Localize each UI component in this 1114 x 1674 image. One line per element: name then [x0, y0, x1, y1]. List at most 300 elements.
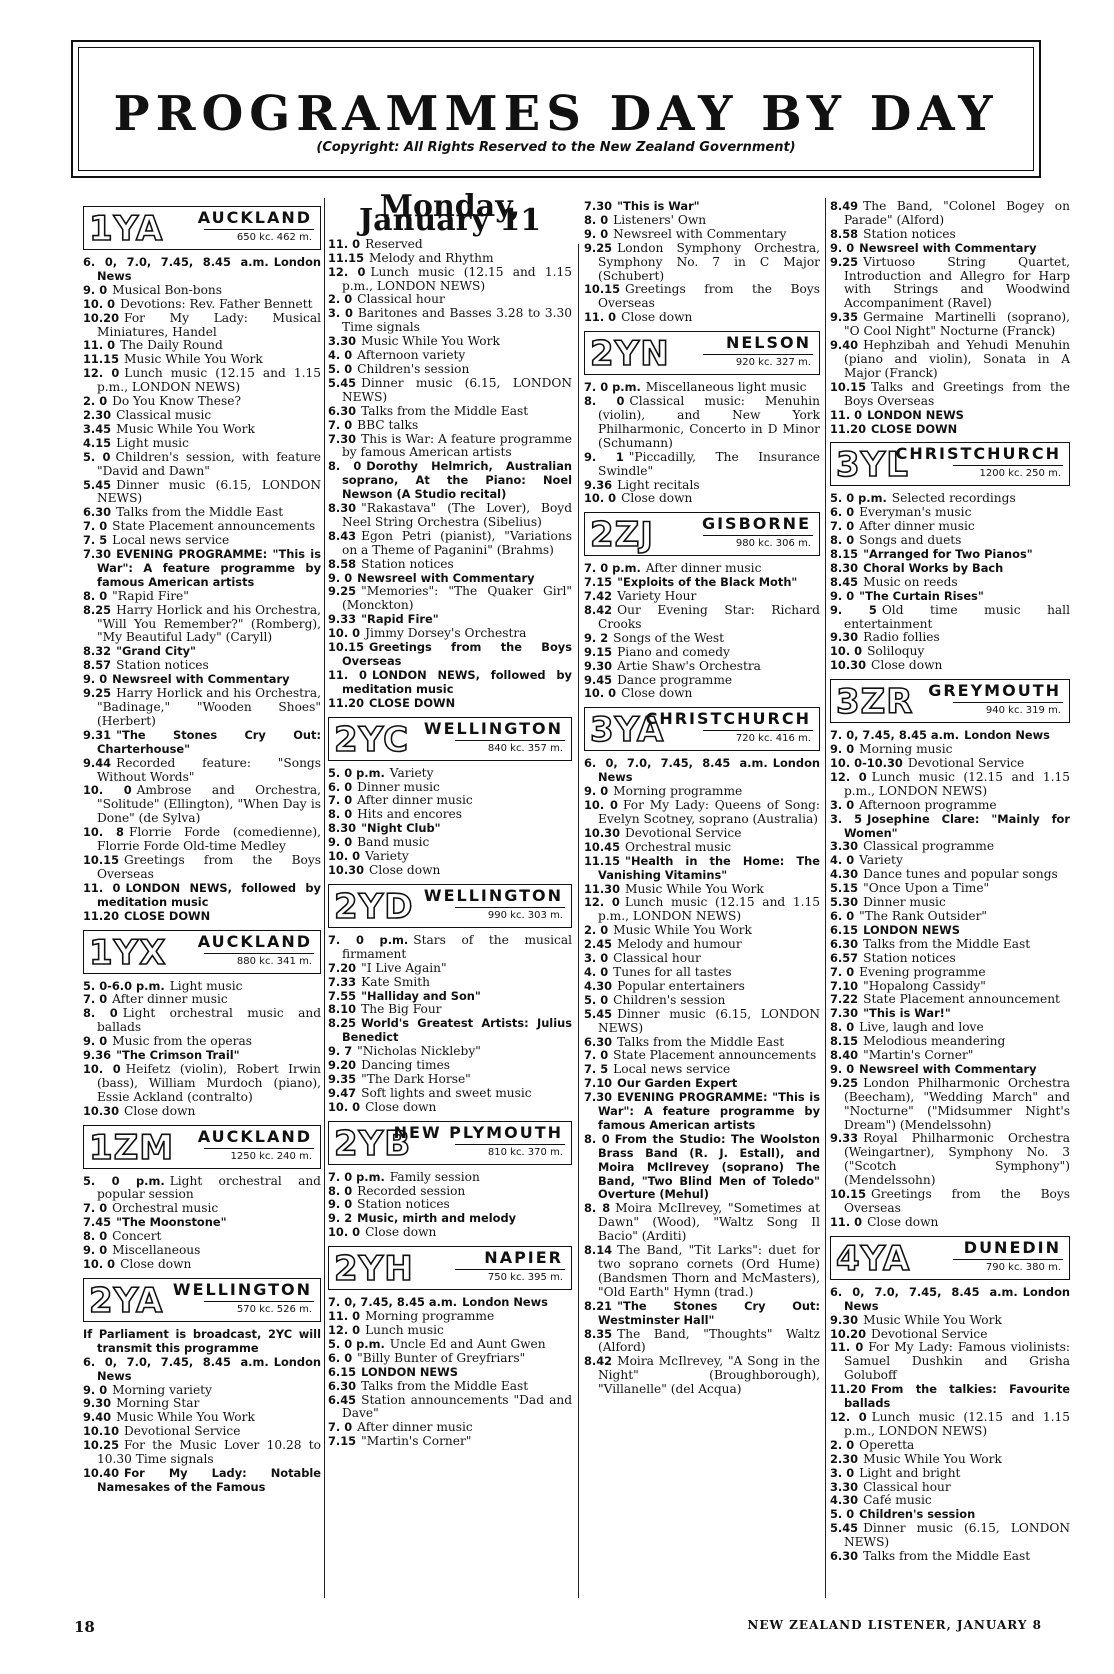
programme-entry: [584, 1077, 820, 1091]
programme-entry: [328, 1338, 572, 1352]
column-rule-2: [578, 244, 579, 1598]
station-block-header: [830, 442, 1070, 486]
programme-entry: [584, 1244, 820, 1300]
entry-time: 6. 0, 7.0, 7.45, 8.45 a.m.: [830, 1284, 1018, 1299]
programme-entry: [584, 576, 820, 590]
programme-entry: [830, 868, 1070, 882]
entry-time: 10. 0: [584, 491, 617, 506]
entry-time: 7. 0: [328, 793, 353, 808]
entry-time: 12. 0: [83, 366, 120, 381]
station-frequency: 720 kc. 416 m.: [735, 733, 811, 745]
programme-entry: [830, 381, 1070, 409]
programme-entry: [830, 604, 1070, 632]
programme-entry: [830, 576, 1070, 590]
entry-title: State Placement announcements: [112, 519, 316, 534]
entry-time: 7. 0: [83, 1201, 108, 1216]
entry-title: For My Lady: Queens of Song: Evelyn Scotney, soprano (Australia): [598, 798, 820, 826]
entry-title: The Band, "Tit Larks": duet for two soprano cornets (Ord Hume) (Bandsmen Thorn and McMasters), "Old Earth" Hymn (trad.): [598, 1243, 820, 1299]
entry-time: 9. 0: [83, 1382, 108, 1397]
entry-title: "The Stones Cry Out: Charterhouse": [97, 727, 321, 756]
entry-title: Old time music hall entertainment: [844, 602, 1070, 631]
entry-title: Newsreel with Commentary: [112, 672, 290, 687]
programme-entry: [584, 632, 820, 646]
entry-time: 11. 0: [830, 407, 863, 422]
entry-time: 10.40: [83, 1465, 120, 1480]
programme-column-4: [830, 200, 1070, 1564]
programme-entry: [83, 1244, 321, 1258]
programme-entry: [328, 558, 572, 572]
programme-entry: [328, 962, 572, 976]
station-call-sign: 3ZR: [836, 682, 914, 723]
entry-title: Heifetz (violin), Robert Irwin (bass), William Murdoch (piano), Essie Ackland (contralto): [97, 1061, 322, 1104]
programme-entry: [584, 938, 820, 952]
programme-entry: [830, 910, 1070, 924]
entry-time: 3. 0: [328, 306, 353, 321]
entry-time: 8. 0: [584, 212, 609, 227]
programme-entry: [830, 1508, 1070, 1522]
entry-title: Do You Know These?: [112, 394, 241, 409]
entry-time: 11. 0: [83, 880, 121, 895]
station-block-header: [328, 884, 572, 928]
entry-time: 11.30: [584, 881, 621, 896]
entry-title: Greetings from the Boys Overseas: [598, 282, 820, 311]
entry-time: 9.25: [584, 240, 613, 255]
station-city: CHRISTCHURCH: [645, 709, 811, 729]
entry-title: Kate Smith: [361, 974, 431, 989]
programme-entry: [328, 419, 572, 433]
entry-time: 8.25: [83, 602, 112, 617]
entry-title: Lunch music (12.15 and 1.15 p.m., LONDON NEWS): [97, 366, 321, 395]
entry-title: Station announcements "Dad and Dave": [342, 1392, 572, 1421]
entry-time: 10. 0: [584, 686, 617, 701]
station-city: AUCKLAND: [197, 208, 312, 227]
programme-entry: [83, 1328, 321, 1356]
programme-entry: [830, 729, 1070, 743]
programme-entry: [584, 924, 820, 938]
programme-entry: [83, 910, 321, 924]
entry-time: 9. 0: [830, 240, 855, 255]
station-city: CHRISTCHURCH: [895, 444, 1061, 464]
programme-entry: [328, 363, 572, 377]
programme-entry: [830, 506, 1070, 520]
entry-title: Baritones and Basses 3.28 to 3.30 Time signals: [342, 306, 572, 335]
entry-time: 11.20: [83, 908, 120, 923]
entry-time: 6. 0: [328, 779, 353, 794]
entry-title: The Daily Round: [120, 338, 223, 353]
entry-time: 11. 0: [830, 1214, 863, 1229]
station-call-sign: 1ZM: [89, 1127, 175, 1168]
entry-time: 7.42: [584, 589, 613, 604]
station-divider: [455, 740, 565, 741]
programme-entry: [584, 1202, 820, 1244]
programme-entry: [830, 1494, 1070, 1508]
entry-time: 7. 5: [584, 1062, 609, 1077]
programme-entry: [83, 784, 321, 826]
entry-title: Music on reeds: [863, 574, 958, 589]
entry-title: "Rakastava" (The Lover), Boyd Neel String Orchestra (Sibelius): [342, 501, 572, 529]
entry-time: 8.15: [830, 1034, 859, 1049]
entry-time: 8. 0: [328, 807, 353, 822]
entry-time: 5.45: [584, 1006, 613, 1021]
entry-time: 4. 0: [328, 348, 353, 363]
programme-entry: [328, 377, 572, 405]
entry-time: 11. 0: [584, 310, 617, 325]
entry-title: This is War: A feature programme by famous American artists: [342, 431, 572, 460]
entry-title: Dinner music (6.15, LONDON NEWS): [97, 477, 321, 506]
entry-time: 7. 0, 7.45, 8.45 a.m.: [830, 728, 960, 743]
entry-title: Classical music: [116, 407, 212, 422]
programme-entry: [328, 1352, 572, 1366]
entry-time: 11. 0: [328, 1309, 361, 1324]
station-call-sign: 3YL: [836, 445, 909, 486]
programme-entry: [328, 822, 572, 836]
programme-entry: [83, 590, 321, 604]
programme-entry: [328, 864, 572, 878]
programme-entry: [830, 311, 1070, 339]
programme-entry: [830, 1035, 1070, 1049]
entry-time: 11.15: [328, 250, 365, 265]
programme-entry: [328, 641, 572, 669]
entry-title: Live, laugh and love: [859, 1020, 984, 1035]
programme-entry: [584, 492, 820, 506]
entry-time: 4.30: [830, 867, 859, 882]
entry-title: Children's session, with feature "David and Dawn": [97, 449, 321, 478]
entry-time: 5. 0: [584, 992, 609, 1007]
entry-title: Classical programme: [863, 839, 995, 854]
programme-entry: [83, 284, 321, 298]
entry-time: 3.45: [83, 421, 112, 436]
entry-time: 7. 0 p.m.: [584, 561, 641, 576]
programme-entry: [584, 841, 820, 855]
entry-title: Morning programme: [613, 784, 743, 799]
programme-entry: [584, 1300, 820, 1328]
programme-entry: [83, 729, 321, 757]
station-divider: [953, 702, 1063, 703]
entry-time: 10. 0: [328, 849, 361, 864]
programme-entry: [83, 534, 321, 548]
station-call-sign: 2YH: [334, 1249, 414, 1290]
programme-column-2: [328, 189, 572, 1449]
station-frequency: 840 kc. 357 m.: [487, 742, 563, 754]
entry-title: "This is War!": [863, 1006, 951, 1021]
programme-entry: [830, 980, 1070, 994]
entry-title: Music, mirth and melody: [357, 1211, 517, 1226]
programme-entry: [83, 409, 321, 423]
programme-entry: [830, 952, 1070, 966]
entry-title: After dinner music: [357, 1420, 473, 1435]
station-divider: [703, 354, 813, 355]
entry-title: Devotional Service: [124, 1424, 241, 1439]
entry-time: 10.15: [83, 852, 120, 867]
programme-entry: [830, 423, 1070, 437]
entry-time: 8. 0: [328, 1183, 353, 1198]
entry-title: Devotional Service: [871, 1326, 988, 1341]
station-divider: [953, 465, 1063, 466]
station-frequency: 810 kc. 370 m.: [487, 1146, 563, 1158]
programme-entry: [830, 409, 1070, 423]
entry-time: 6.30: [830, 936, 859, 951]
page-title: PROGRAMMES DAY BY DAY: [113, 86, 999, 142]
entry-time: 9.30: [830, 630, 859, 645]
entry-title: Listeners' Own: [613, 212, 707, 227]
entry-title: Music While You Work: [625, 881, 764, 896]
entry-time: 10.30: [584, 825, 621, 840]
entry-title: Children's session: [613, 992, 726, 1007]
entry-title: London Philharmonic Orchestra (Beecham), "Wedding March" and "Nocturne" ("Midsummer Night's Dream") (Mendelssohn): [844, 1075, 1070, 1132]
entry-title: Light music: [169, 978, 243, 993]
programme-column-1: [83, 200, 321, 1495]
entry-time: 6. 0, 7.0, 7.45, 8.45 a.m.: [83, 1354, 269, 1369]
programme-entry: [328, 266, 572, 294]
entry-title: Classical hour: [613, 951, 701, 966]
entry-title: Morning music: [859, 742, 953, 757]
programme-entry: [83, 882, 321, 910]
entry-time: 9.25: [830, 1075, 859, 1090]
entry-title: Newsreel with Commentary: [357, 570, 535, 585]
programme-entry: [83, 506, 321, 520]
entry-title: Close down: [871, 658, 943, 673]
programme-entry: [83, 1411, 321, 1425]
entry-time: 10. 8: [83, 825, 124, 840]
entry-time: 9. 0: [83, 1243, 108, 1258]
programme-entry: [584, 381, 820, 395]
entry-time: 9. 0: [328, 570, 353, 585]
entry-time: 9. 0: [328, 835, 353, 850]
entry-time: 10.15: [328, 640, 365, 655]
station-city: GISBORNE: [701, 514, 811, 534]
entry-title: LONDON NEWS: [867, 407, 964, 422]
programme-entry: [584, 952, 820, 966]
station-divider: [204, 953, 314, 954]
entry-title: Orchestral music: [112, 1201, 219, 1216]
entry-time: 8.49: [830, 199, 859, 213]
programme-entry: [584, 395, 820, 451]
entry-title: Music While You Work: [863, 1451, 1002, 1466]
entry-time: 11. 0: [830, 1340, 864, 1355]
entry-title: Newsreel with Commentary: [859, 1061, 1037, 1076]
entry-time: 7. 0 p.m.: [328, 932, 409, 947]
entry-time: 2. 0: [830, 1437, 855, 1452]
entry-time: 5.45: [830, 1521, 859, 1536]
entry-time: 7.22: [830, 992, 859, 1007]
entry-time: 10. 0-10.30: [830, 756, 903, 770]
entry-title: CLOSE DOWN: [871, 421, 958, 436]
programme-entry: [830, 631, 1070, 645]
programme-entry: [328, 1003, 572, 1017]
entry-title: Light recitals: [617, 477, 700, 492]
station-call-sign: 4YA: [836, 1238, 911, 1279]
entry-title: Station notices: [361, 556, 454, 571]
entry-title: LONDON NEWS: [863, 922, 960, 937]
entry-time: 8.45: [830, 574, 859, 589]
entry-time: 10. 0: [83, 1061, 121, 1076]
entry-time: 9.44: [83, 755, 112, 770]
programme-entry: [328, 697, 572, 711]
entry-time: 9.25: [83, 686, 112, 701]
entry-title: Family session: [389, 1169, 480, 1184]
station-divider: [703, 730, 813, 731]
programme-entry: [83, 451, 321, 479]
entry-time: 5. 0 p.m.: [328, 1336, 385, 1351]
programme-entry: [83, 1063, 321, 1105]
station-frequency: 880 kc. 341 m.: [236, 955, 312, 967]
entry-title: Local news service: [112, 533, 230, 548]
entry-time: 5. 0: [83, 449, 111, 464]
programme-entry: [830, 1550, 1070, 1564]
entry-time: 3. 5: [830, 811, 863, 826]
programme-entry: [328, 1421, 572, 1435]
entry-title: Dinner music: [863, 895, 946, 910]
entry-title: Music While You Work: [613, 923, 752, 938]
programme-entry: [83, 645, 321, 659]
programme-entry: [584, 1355, 820, 1397]
entry-time: 7. 0: [830, 519, 855, 534]
entry-time: 9. 2: [584, 630, 609, 645]
programme-entry: [584, 646, 820, 660]
programme-entry: [83, 1230, 321, 1244]
programme-entry: [830, 1453, 1070, 1467]
entry-title: London News: [964, 728, 1050, 743]
programme-entry: [328, 1185, 572, 1199]
entry-title: London News: [844, 1284, 1070, 1313]
entry-title: Newsreel with Commentary: [859, 240, 1037, 255]
entry-title: Greetings from the Boys Overseas: [844, 1187, 1070, 1215]
entry-title: "Hopalong Cassidy": [863, 978, 986, 993]
station-call-sign: 2YB: [334, 1123, 412, 1164]
programme-entry: [328, 808, 572, 822]
programme-entry: [830, 200, 1070, 228]
entry-title: Music While You Work: [124, 352, 263, 367]
programme-entry: [830, 1063, 1070, 1077]
entry-title: After dinner music: [112, 992, 228, 1007]
programme-entry: [83, 520, 321, 534]
programme-entry: [83, 423, 321, 437]
station-call-sign: 2YC: [334, 719, 410, 760]
entry-title: Station notices: [863, 950, 956, 965]
entry-title: Tunes for all tastes: [613, 964, 732, 979]
programme-entry: [830, 1467, 1070, 1481]
station-call-sign: 2YN: [590, 334, 670, 375]
entry-time: 12. 0: [328, 264, 366, 279]
programme-entry: [328, 1296, 572, 1310]
station-call-sign: 1YA: [89, 209, 164, 249]
entry-title: Afternoon programme: [859, 797, 997, 812]
entry-time: 3.30: [830, 839, 859, 854]
entry-title: Virtuoso String Quartet, Introduction and Allegro for Harp with Strings and Woodwind Accompaniment (Ravel): [844, 254, 1070, 311]
programme-entry: [328, 1017, 572, 1045]
programme-entry: [584, 1091, 820, 1133]
column-rule-1: [324, 198, 325, 1598]
programme-entry: [830, 1188, 1070, 1216]
entry-time: 7.30: [830, 1006, 859, 1021]
station-frequency: 1200 kc. 250 m.: [979, 468, 1061, 480]
entry-title: Concert: [112, 1229, 162, 1244]
entry-title: After dinner music: [645, 561, 762, 576]
programme-entry: [83, 854, 321, 882]
entry-title: LONDON NEWS, followed by meditation music: [97, 880, 321, 909]
programme-entry: [83, 1202, 321, 1216]
entry-time: 6.15: [830, 922, 859, 937]
entry-title: "Martin's Corner": [361, 1434, 472, 1449]
entry-title: Close down: [365, 1099, 437, 1114]
programme-entry: [584, 479, 820, 493]
station-block-header: [83, 930, 321, 974]
entry-time: 7.15: [328, 1434, 357, 1449]
station-divider: [455, 1144, 565, 1145]
programme-entry: [830, 924, 1070, 938]
programme-entry: [83, 367, 321, 395]
entry-time: 6. 0: [830, 505, 855, 520]
programme-entry: [328, 627, 572, 641]
masthead: [71, 40, 1041, 178]
entry-time: 2.30: [83, 407, 112, 422]
station-block-header: [328, 1121, 572, 1165]
entry-title: Children's session: [357, 361, 470, 376]
programme-entry: [830, 840, 1070, 854]
entry-time: 3. 0: [830, 797, 855, 812]
entry-title: Melody and Rhythm: [369, 250, 494, 265]
programme-entry: [584, 757, 820, 785]
entry-title: Lunch music: [365, 1323, 444, 1337]
entry-time: 11.20: [830, 1382, 867, 1397]
entry-time: 9. 2: [328, 1211, 353, 1226]
entry-time: 7.30: [584, 1090, 613, 1105]
entry-time: 8.30: [328, 821, 357, 836]
entry-title: Talks from the Middle East: [361, 403, 529, 418]
programme-entry: [584, 604, 820, 632]
entry-title: Florrie Forde (comedienne), Florrie Forde Old-time Medley: [97, 825, 322, 854]
entry-time: 9. 7: [328, 1044, 353, 1059]
entry-title: EVENING PROGRAMME: "This is War": A feature programme by famous American artists: [97, 547, 321, 589]
entry-time: 8.14: [584, 1243, 613, 1258]
entry-time: 5.30: [830, 895, 859, 910]
entry-time: 6. 0: [830, 908, 855, 923]
programme-entry: [830, 242, 1070, 256]
programme-entry: [83, 673, 321, 687]
entry-title: Dance programme: [617, 672, 733, 687]
entry-time: 9.20: [328, 1058, 357, 1073]
entry-title: Afternoon variety: [357, 348, 466, 363]
entry-time: 11.20: [830, 421, 867, 436]
entry-title: Moira McIlrevey, "Sometimes at Dawn" (Wood), "Waltz Song Il Bacio" (Arditi): [598, 1201, 820, 1244]
entry-time: 9.35: [830, 310, 859, 325]
entry-title: EVENING PROGRAMME: "This is War": A feature programme by famous American artists: [598, 1090, 820, 1132]
entry-title: "Grand City": [116, 644, 196, 659]
programme-entry: [584, 994, 820, 1008]
programme-entry: [830, 1439, 1070, 1453]
entry-title: Royal Philharmonic Orchestra (Weingartner), Symphony No. 3 ("Scotch Symphony") (Mendelssohn): [844, 1131, 1070, 1188]
programme-entry: [328, 502, 572, 530]
entry-time: 3.30: [328, 334, 357, 349]
entry-time: 2.30: [830, 1451, 859, 1466]
programme-entry: [584, 660, 820, 674]
programme-entry: [584, 980, 820, 994]
entry-time: 7.15: [584, 575, 613, 590]
programme-entry: [328, 293, 572, 307]
programme-entry: [328, 1366, 572, 1380]
entry-time: 10. 0: [83, 1257, 116, 1271]
entry-title: For the Music Lover 10.28 to 10.30 Time signals: [97, 1438, 321, 1467]
entry-time: 3. 0: [584, 951, 609, 966]
entry-time: 6. 0, 7.0, 7.45, 8.45 a.m.: [584, 756, 768, 771]
programme-entry: [328, 1059, 572, 1073]
entry-title: Morning Star: [116, 1396, 200, 1411]
programme-entry: [830, 854, 1070, 868]
programme-entry: [584, 674, 820, 688]
entry-title: London News: [97, 1354, 321, 1383]
entry-title: Devotions: Rev. Father Bennett: [120, 296, 313, 311]
entry-title: "The Curtain Rises": [859, 588, 984, 603]
